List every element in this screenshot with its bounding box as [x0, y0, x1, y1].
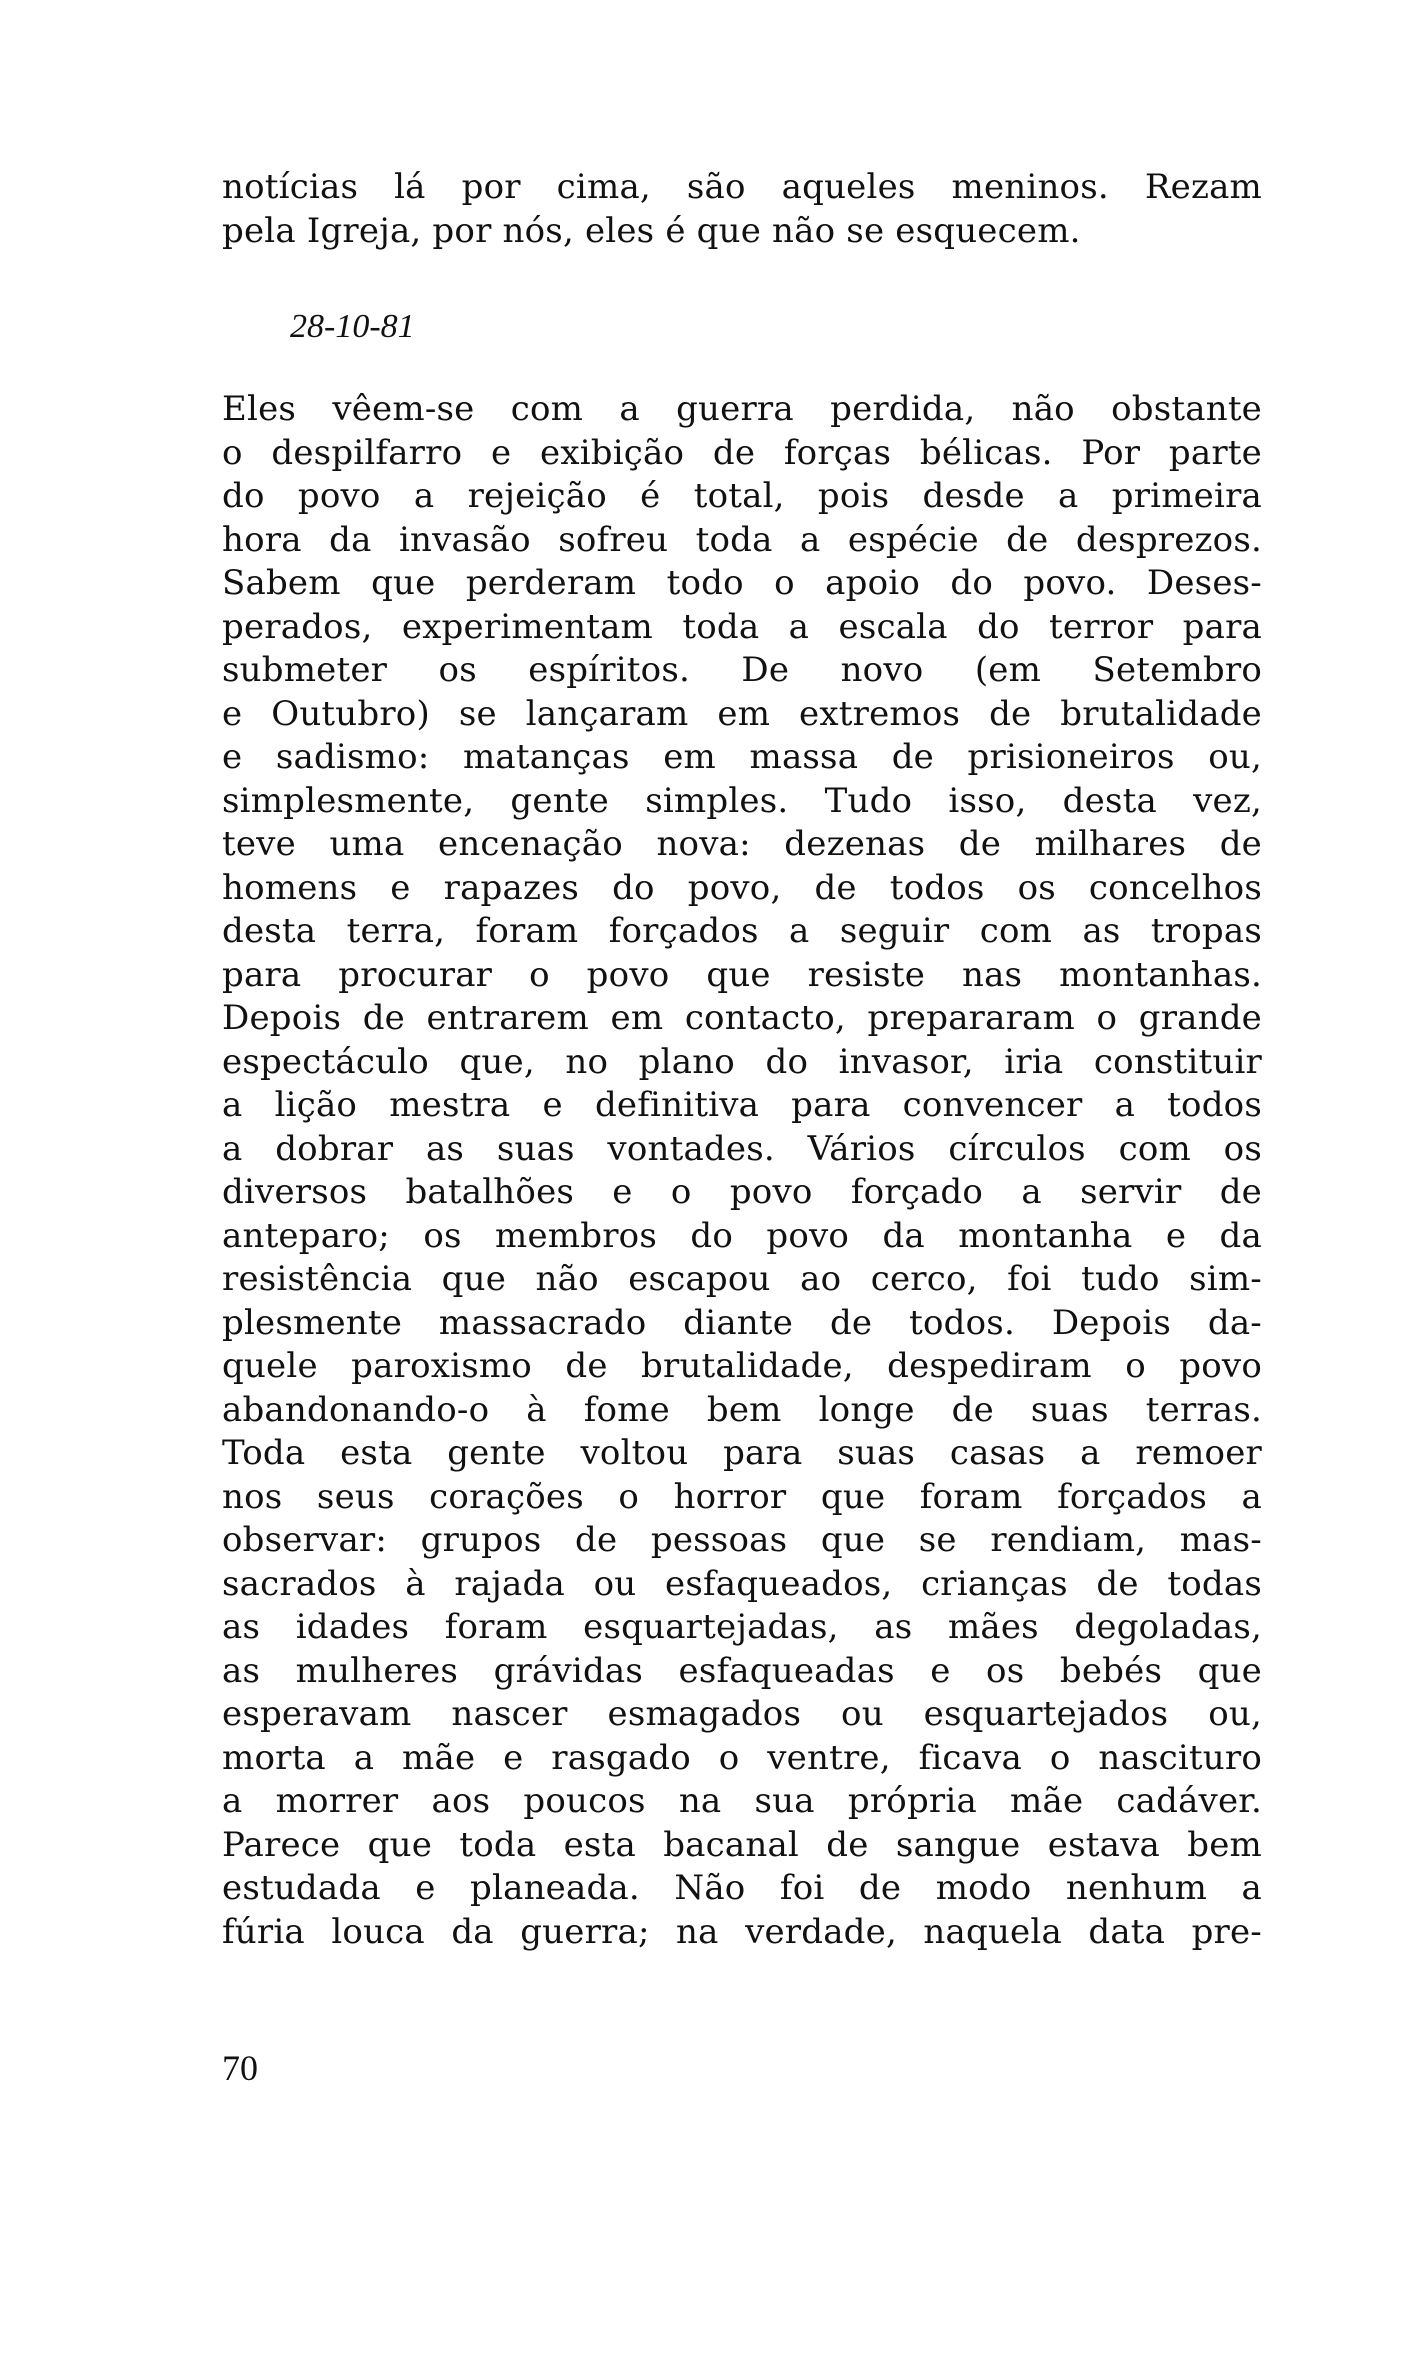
text-line: morta a mãe e rasgado o ventre, ficava o nascituro: [222, 1737, 1262, 1778]
text-line: abandonando-o à fome bem longe de suas terras.: [222, 1389, 1262, 1430]
text-line: anteparo; os membros do povo da montanha e da: [222, 1215, 1262, 1256]
text-line: sacrados à rajada ou esfaqueados, crianças de todas: [222, 1563, 1262, 1604]
body-paragraph: [222, 388, 1262, 1954]
text-line: esperavam nascer esmagados ou esquartejados ou,: [222, 1694, 1262, 1734]
page-number: 70: [222, 2048, 258, 2088]
text-line: estudada e planeada. Não foi de modo nenhum a: [222, 1868, 1262, 1908]
text-line: do povo a rejeição é total, pois desde a primeira: [222, 476, 1262, 516]
text-line: e Outubro) se lançaram em extremos de brutalidade: [222, 693, 1262, 734]
intro-paragraph: [222, 166, 1262, 253]
text-line: perados, experimentam toda a escala do terror para: [222, 606, 1262, 647]
text-line: hora da invasão sofreu toda a espécie de desprezos.: [222, 519, 1262, 560]
text-line: Parece que toda esta bacanal de sangue estava bem: [222, 1824, 1262, 1865]
text-line: a morrer aos poucos na sua própria mãe cadáver.: [222, 1781, 1262, 1821]
text-line: Eles vêem-se com a guerra perdida, não obstante: [222, 389, 1262, 429]
text-line: plesmente massacrado diante de todos. Depois da-: [222, 1302, 1262, 1343]
text-line: nos seus corações o horror que foram forçados a: [222, 1476, 1262, 1517]
text-line: a dobrar as suas vontades. Vários círculos com os: [222, 1128, 1262, 1169]
text-line: as idades foram esquartejadas, as mães degoladas,: [222, 1607, 1262, 1647]
text-line: o despilfarro e exibição de forças bélicas. Por parte: [222, 432, 1262, 473]
text-line: submeter os espíritos. De novo (em Setembro: [222, 650, 1262, 690]
text-line: fúria louca da guerra; na verdade, naquela data pre-: [222, 1911, 1262, 1952]
text-line: diversos batalhões e o povo forçado a servir de: [222, 1172, 1262, 1212]
text-line: homens e rapazes do povo, de todos os concelhos: [222, 867, 1262, 908]
text-line: desta terra, foram forçados a seguir com as tropas: [222, 911, 1262, 951]
entry-date: 28-10-81: [290, 308, 415, 345]
text-line: notícias lá por cima, são aqueles meninos. Rezam: [222, 167, 1262, 207]
text-line: Depois de entrarem em contacto, prepararam o grande: [222, 998, 1262, 1038]
text-line: e sadismo: matanças em massa de prisioneiros ou,: [222, 737, 1262, 777]
text-line: espectáculo que, no plano do invasor, iria constituir: [222, 1041, 1262, 1082]
text-line: as mulheres grávidas esfaqueadas e os bebés que: [222, 1650, 1262, 1691]
text-line: Toda esta gente voltou para suas casas a remoer: [222, 1433, 1262, 1473]
text-line: teve uma encenação nova: dezenas de milhares de: [222, 824, 1262, 864]
text-line: a lição mestra e definitiva para convencer a todos: [222, 1085, 1262, 1125]
text-line: pela Igreja, por nós, eles é que não se esquecem.: [222, 210, 1081, 251]
text-line: Sabem que perderam todo o apoio do povo. Deses-: [222, 563, 1262, 603]
text-line: resistência que não escapou ao cerco, foi tudo sim-: [222, 1259, 1262, 1299]
text-line: quele paroxismo de brutalidade, despediram o povo: [222, 1346, 1262, 1386]
text-line: para procurar o povo que resiste nas montanhas.: [222, 954, 1262, 995]
text-line: observar: grupos de pessoas que se rendiam, mas-: [222, 1520, 1262, 1560]
text-line: simplesmente, gente simples. Tudo isso, desta vez,: [222, 780, 1262, 821]
